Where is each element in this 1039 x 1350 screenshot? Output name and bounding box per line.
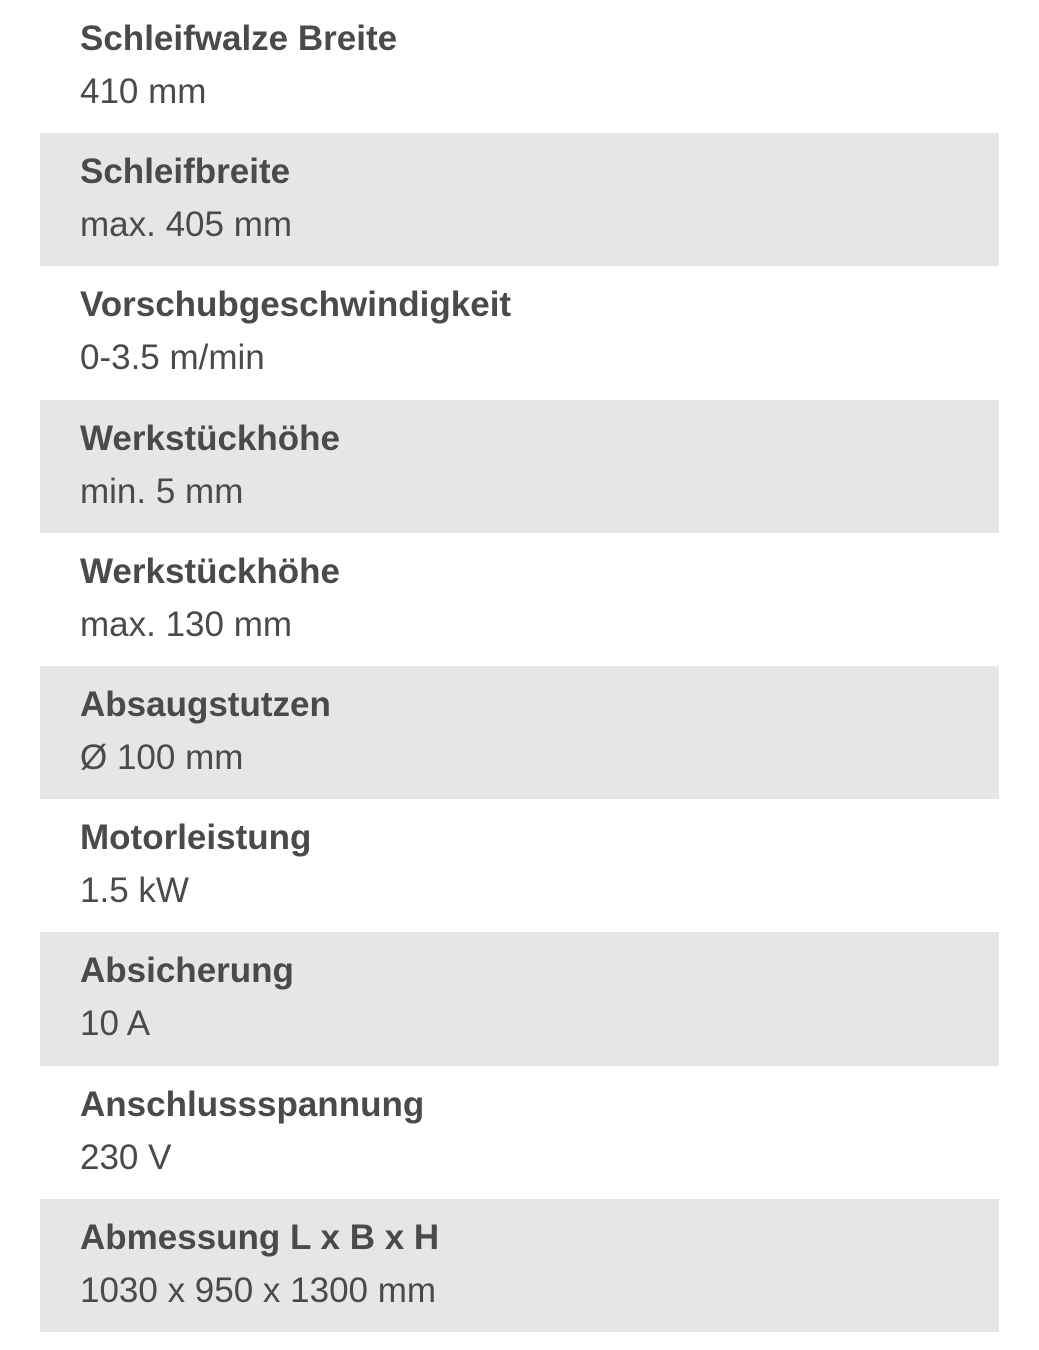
spec-row-feed-speed bbox=[40, 266, 999, 399]
spec-label: Werkstückhöhe bbox=[80, 551, 340, 591]
spec-label: Absaugstutzen bbox=[80, 684, 331, 724]
spec-label: Werkstückhöhe bbox=[80, 418, 340, 458]
spec-row-voltage bbox=[40, 1066, 999, 1199]
spec-row-fuse bbox=[40, 932, 999, 1065]
spec-row-roller-width bbox=[40, 0, 999, 133]
spec-row-workpiece-height-min bbox=[40, 400, 999, 533]
spec-row-workpiece-height-max bbox=[40, 533, 999, 666]
spec-row-dimensions bbox=[40, 1199, 999, 1332]
spec-row-sanding-width bbox=[40, 133, 999, 266]
spec-value: 230 V bbox=[80, 1137, 172, 1177]
spec-value: 0-3.5 m/min bbox=[80, 338, 265, 378]
spec-value: 1.5 kW bbox=[80, 871, 189, 911]
spec-label: Schleifbreite bbox=[80, 152, 291, 192]
spec-value: max. 405 mm bbox=[80, 205, 292, 245]
spec-row-dust-port bbox=[40, 666, 999, 799]
spec-label: Absicherung bbox=[80, 951, 294, 991]
spec-table bbox=[40, 0, 999, 1332]
spec-value: max. 130 mm bbox=[80, 604, 292, 644]
spec-value: 1030 x 950 x 1300 mm bbox=[80, 1270, 437, 1310]
spec-row-motor-power bbox=[40, 799, 999, 932]
spec-value: 10 A bbox=[80, 1004, 151, 1044]
spec-label: Motorleistung bbox=[80, 818, 312, 858]
spec-label: Vorschubgeschwindigkeit bbox=[80, 285, 512, 325]
spec-label: Anschlussspannung bbox=[80, 1084, 425, 1124]
spec-label: Abmessung L x B x H bbox=[80, 1217, 440, 1257]
spec-value: Ø 100 mm bbox=[80, 737, 244, 777]
spec-label: Schleifwalze Breite bbox=[80, 19, 398, 58]
spec-value: 410 mm bbox=[80, 72, 207, 111]
spec-value: min. 5 mm bbox=[80, 471, 244, 511]
